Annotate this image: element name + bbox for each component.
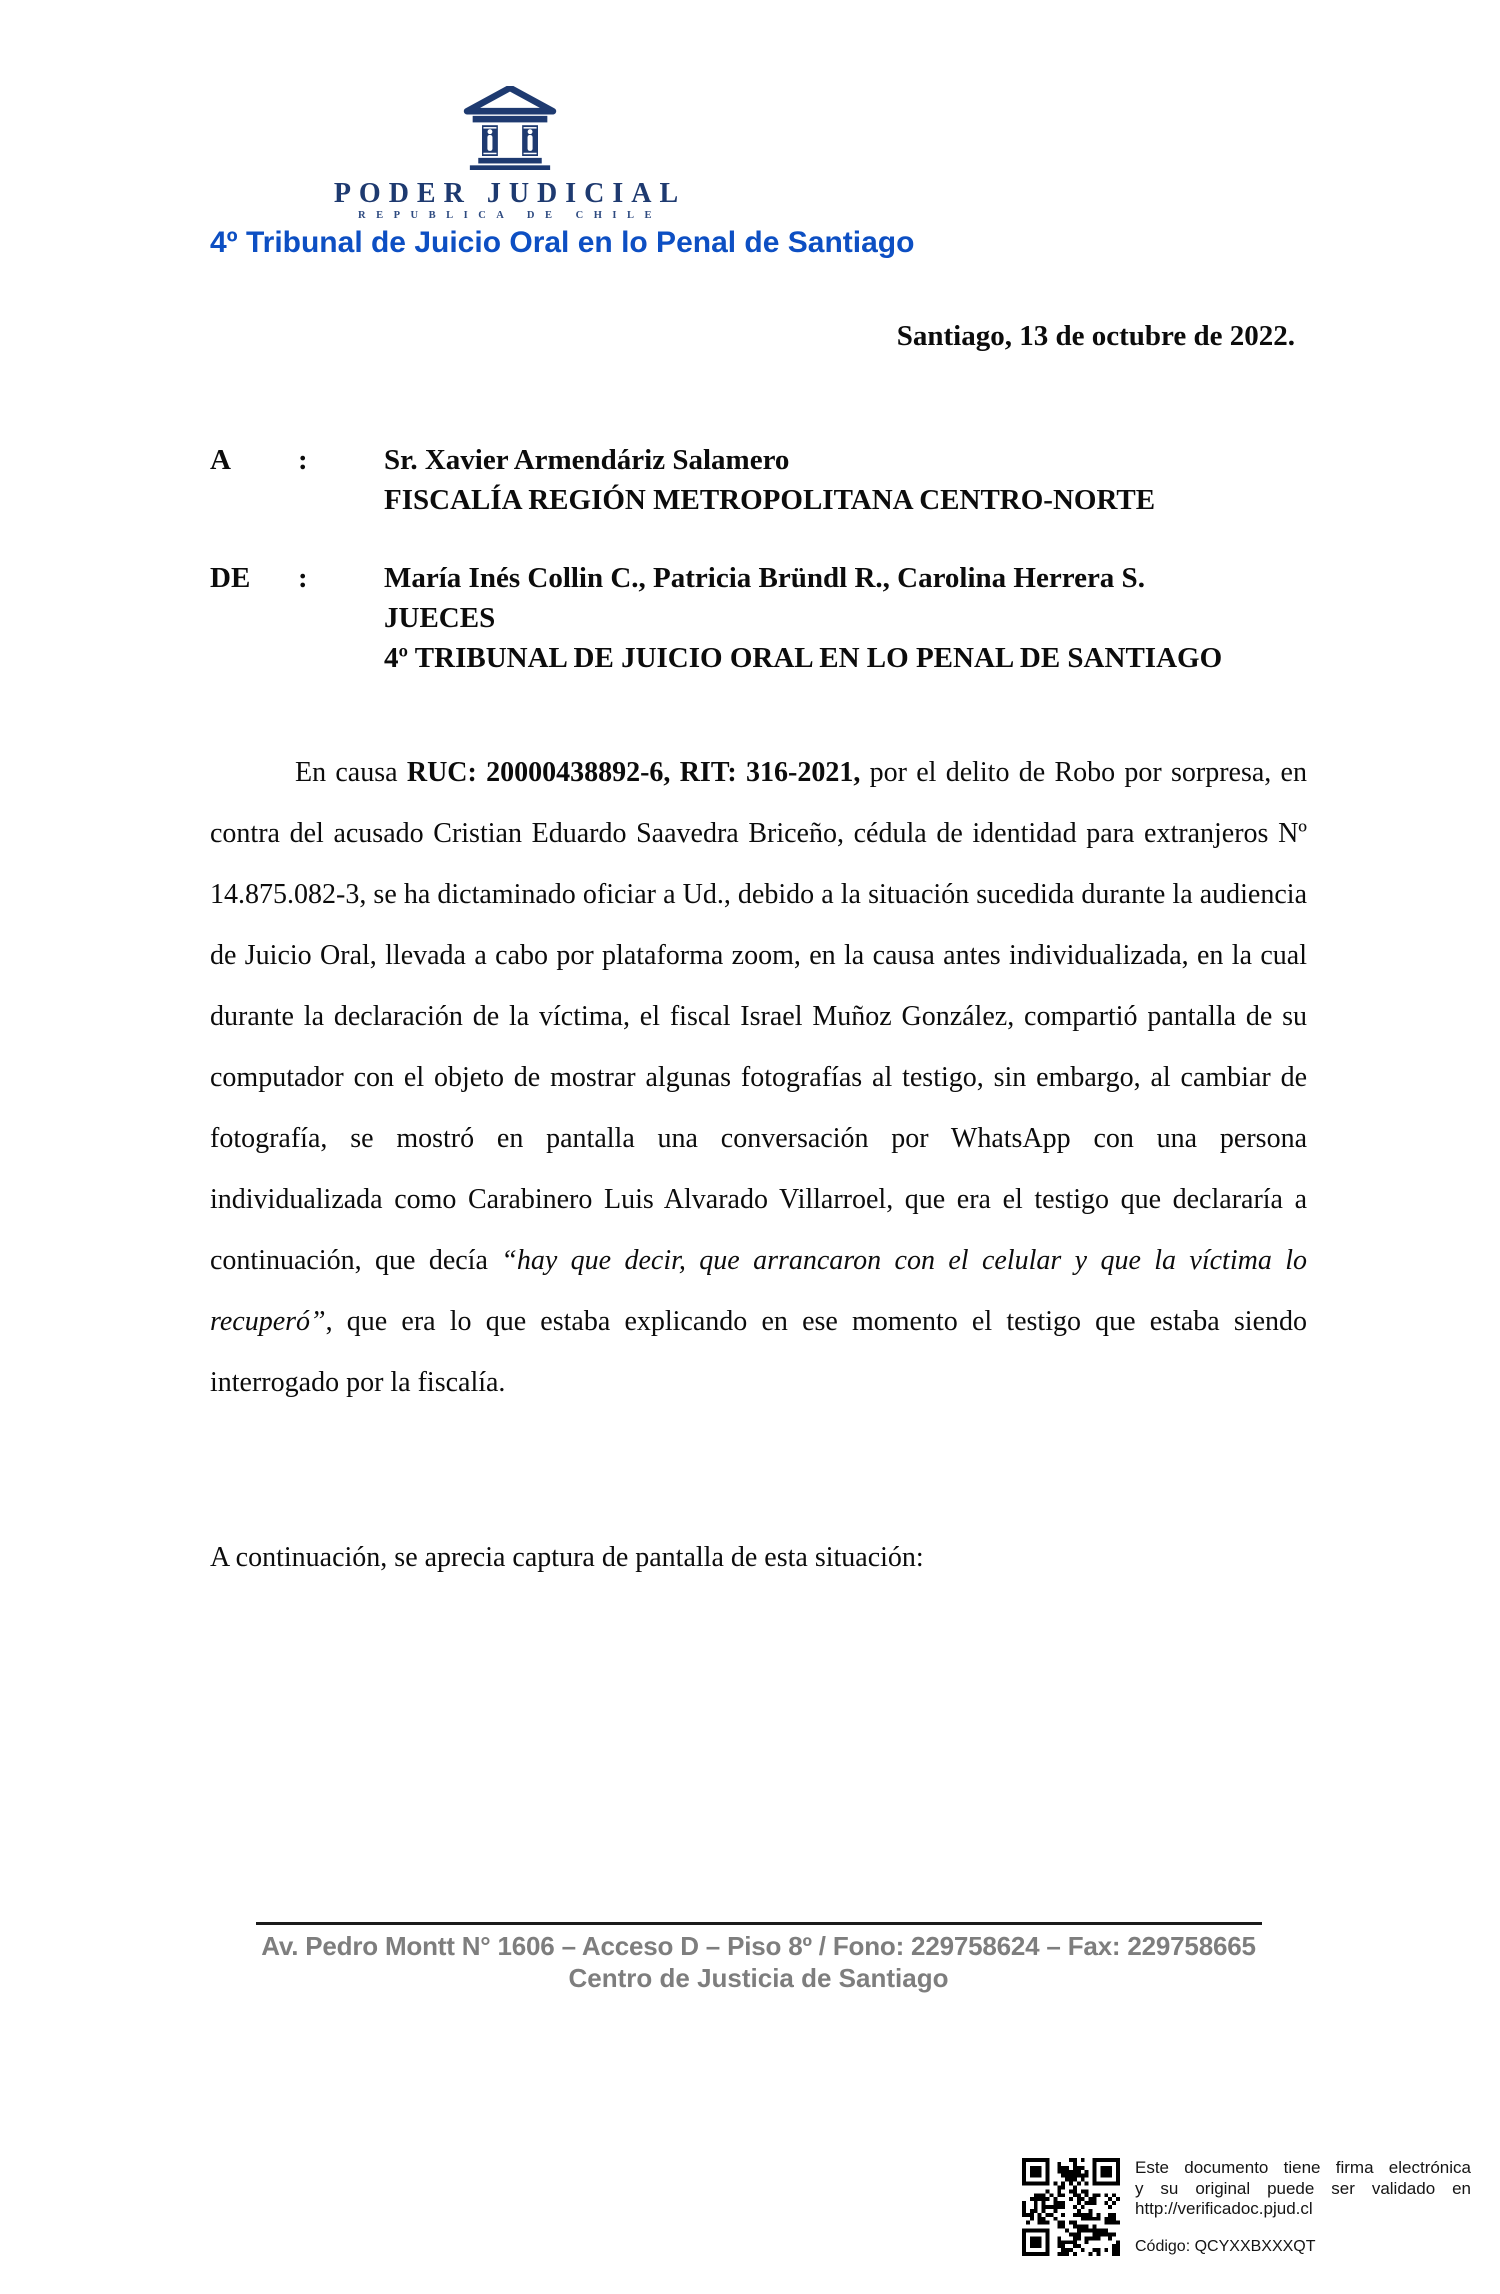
verification-url: http://verificadoc.pjud.cl	[1135, 2199, 1313, 2218]
sender-row	[210, 558, 1310, 598]
from-colon: :	[298, 562, 308, 594]
logo-subtitle: REPUBLICA DE CHILE	[358, 210, 662, 221]
recipient-row	[210, 480, 1310, 520]
body-text-post: , que era lo que estaba explicando en ese momento el testigo que estaba siendo interrogado por la fiscalía.	[210, 1306, 1307, 1398]
temple-icon	[463, 86, 557, 170]
verification-code: Código: QCYXXBXXXQT	[1135, 2237, 1316, 2255]
qr-code	[1022, 2158, 1120, 2256]
page-footer	[210, 1922, 1307, 1994]
recipient-row	[210, 440, 1310, 480]
signature-line-2: y su original puede ser validado en	[1135, 2178, 1471, 2198]
body-paragraph	[210, 742, 1307, 1413]
from-role: JUECES	[384, 602, 496, 634]
tribunal-title: 4º Tribunal de Juicio Oral en lo Penal de Santiago	[210, 226, 915, 259]
recipient-block	[210, 440, 1310, 520]
signature-line-1: Este documento tiene firma electrónica	[1135, 2158, 1471, 2177]
body-text-pre: En causa	[295, 757, 407, 788]
date-line: Santiago, 13 de octubre de 2022.	[896, 320, 1295, 352]
from-court: 4º TRIBUNAL DE JUICIO ORAL EN LO PENAL DE SANTIAGO	[384, 642, 1223, 674]
sender-row	[210, 598, 1310, 638]
to-label: A	[210, 444, 231, 476]
to-name: Sr. Xavier Armendáriz Salamero	[384, 444, 790, 476]
footer-divider	[256, 1922, 1262, 1925]
footer-location: Centro de Justicia de Santiago	[568, 1963, 949, 1993]
sender-block	[210, 558, 1310, 678]
to-organization: FISCALÍA REGIÓN METROPOLITANA CENTRO-NORTE	[384, 484, 1156, 516]
from-names: María Inés Collin C., Patricia Bründl R., Carolina Herrera S.	[384, 562, 1145, 594]
sender-row	[210, 638, 1310, 678]
whatsapp-quote-italic: “hay que decir, que arrancaron con el celular y que la víctima lo recuperó”	[210, 1245, 1307, 1337]
logo-title: PODER JUDICIAL	[333, 178, 687, 209]
judiciary-logo	[210, 86, 915, 260]
closing-paragraph: A continuación, se aprecia captura de pantalla de esta situación:	[210, 1542, 924, 1573]
from-label: DE	[210, 562, 251, 594]
to-colon: :	[298, 444, 308, 476]
signature-text	[1135, 2158, 1471, 2257]
body-text-mid: por el delito de Robo por sorpresa, en contra del acusado Cristian Eduardo Saavedra Briceño, cédula de identidad para extranjeros Nº 14.875.082-3, se ha dictaminado oficiar a Ud., debido a la situación sucedida durante la audiencia de Juicio Oral, llevada a cabo por plataforma zoom, en la causa antes individualizada, en la cual durante la declaración de la víctima, el fiscal Israel Muñoz González, compartió pantalla de su computador con el objeto de mostrar algunas fotografías al testigo, sin embargo, al cambiar de fotografía, se mostró en pantalla una conversación por WhatsApp con una persona individualizada como Carabinero Luis Alvarado Villarroel, que era el testigo que declararía a continuación, que decía	[210, 757, 1307, 1276]
case-id-bold: RUC: 20000438892-6, RIT: 316-2021,	[406, 757, 861, 788]
signature-block	[1022, 2158, 1492, 2257]
footer-address: Av. Pedro Montt N° 1606 – Acceso D – Piso 8º / Fono: 229758624 – Fax: 229758665	[261, 1931, 1256, 1961]
